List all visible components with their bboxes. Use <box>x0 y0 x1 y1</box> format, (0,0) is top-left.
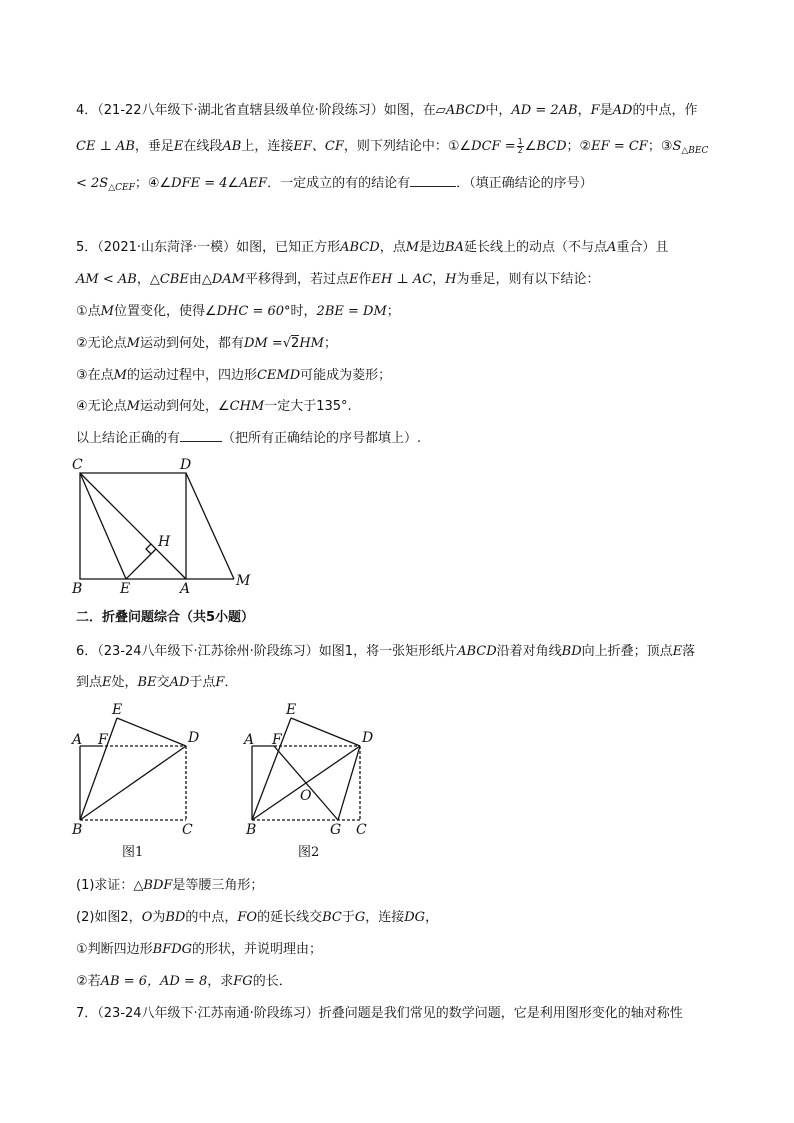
p6-line2: 到点E处，BE交AD于点F． <box>76 675 238 690</box>
label-e: E <box>120 581 131 595</box>
label-a: A <box>244 732 255 748</box>
square-figure <box>64 455 264 595</box>
fraction-half: $\frac{1}{2}$ <box>517 137 523 155</box>
segment-ce <box>80 473 126 579</box>
figure-1-caption: 图1 <box>122 845 144 860</box>
label-c: C <box>356 822 367 838</box>
p5-conclusion-1: ①点M位置变化，使得∠DHC = 60°时，2BE = DM； <box>76 304 400 319</box>
p5-conclusion-4: ④无论点M运动到何处，∠CHM一定大于135°. <box>76 399 352 414</box>
figure-2 <box>240 700 390 866</box>
label-a: A <box>180 581 191 595</box>
answer-blank[interactable] <box>410 174 456 187</box>
p6-question-2: (2)如图2，O为BD的中点，FO的延长线交BC于G，连接DG， <box>76 910 439 925</box>
p6-question-1: (1)求证：△BDF是等腰三角形； <box>76 878 264 893</box>
label-f: F <box>272 732 282 748</box>
label-o: O <box>300 788 312 804</box>
segment-dg <box>338 746 360 820</box>
right-angle-mark <box>146 544 151 554</box>
p7-line1: 7．（23-24八年级下·江苏南通·阶段练习）折叠问题是我们常见的数学问题，它是利用图形变化的轴对称性 <box>76 1006 683 1021</box>
label-g: G <box>330 822 342 838</box>
p5-answer-line: 以上结论正确的有 （把所有正确结论的序号都填上）. <box>76 431 422 446</box>
p6-line1: 6．（23-24八年级下·江苏徐州·阶段练习）如图1，将一张矩形纸片ABCD沿着对角线BD向上折叠；顶点E落 <box>76 644 696 659</box>
label-f: F <box>98 732 108 748</box>
fold-diagonal-bd <box>80 746 186 820</box>
label-e: E <box>112 702 123 718</box>
section-heading: 二．折叠问题综合（共5小题） <box>76 610 255 625</box>
p5-line2: AM < AB，△CBE由△DAM平移得到，若过点E作EH ⊥ AC，H为垂足，则有以下结论： <box>76 272 600 287</box>
p5-conclusion-3: ③在点M的运动过程中，四边形CEMD可能成为菱形； <box>76 368 392 383</box>
label-d: D <box>188 730 200 746</box>
label-b: B <box>72 581 83 595</box>
p4-line2: CE ⊥ AB，垂足E在线段AB上，连接EF、CF，则下列结论中：①∠DCF = $\frac{1}{2}$ ∠BCD；②EF = CF；$③S_{\triangle BEC}$ <box>76 137 709 156</box>
label-c: C <box>182 822 193 838</box>
segment-dm <box>186 473 234 579</box>
label-d: D <box>362 730 374 746</box>
figure-1 <box>64 700 214 866</box>
label-m: M <box>236 573 251 589</box>
p5-line1: 5．（2021·山东菏泽·一模）如图，已知正方形ABCD，点M是边BA延长线上的动点（不与点A重合）且 <box>76 240 669 255</box>
label-a: A <box>72 732 83 748</box>
sqrt-sign: √ <box>282 336 292 351</box>
segment-ed <box>291 718 360 746</box>
label-e: E <box>286 702 297 718</box>
segment-ed <box>117 718 186 746</box>
p6-subquestion-1: ①判断四边形BFDG的形状，并说明理由； <box>76 942 323 957</box>
label-h: H <box>158 534 171 550</box>
label-c: C <box>72 457 83 473</box>
p5-conclusion-2: ②无论点M运动到何处，都有DM =√2HM； <box>76 336 337 351</box>
segment-eh <box>126 549 156 579</box>
label-b: B <box>246 822 257 838</box>
p4-line3: < $2S_{\triangle CEF}$；④∠DFE = 4∠AEF．一定成立的有的结论有 ．（填正确结论的序号） <box>76 176 593 193</box>
segment-fg <box>274 746 338 820</box>
p4-line1: 4．（21-22八年级下·湖北省直辖县级单位·阶段练习）如图，在▱ABCD中，AD = 2AB，F是AD的中点，作 <box>76 103 698 118</box>
diagonal-ca <box>80 473 186 579</box>
p6-subquestion-2: ②若AB = 6，AD = 8，求FG的长． <box>76 974 292 989</box>
label-d: D <box>180 457 192 473</box>
figure-2-caption: 图2 <box>298 845 320 860</box>
label-b: B <box>72 822 83 838</box>
answer-blank[interactable] <box>180 429 222 442</box>
